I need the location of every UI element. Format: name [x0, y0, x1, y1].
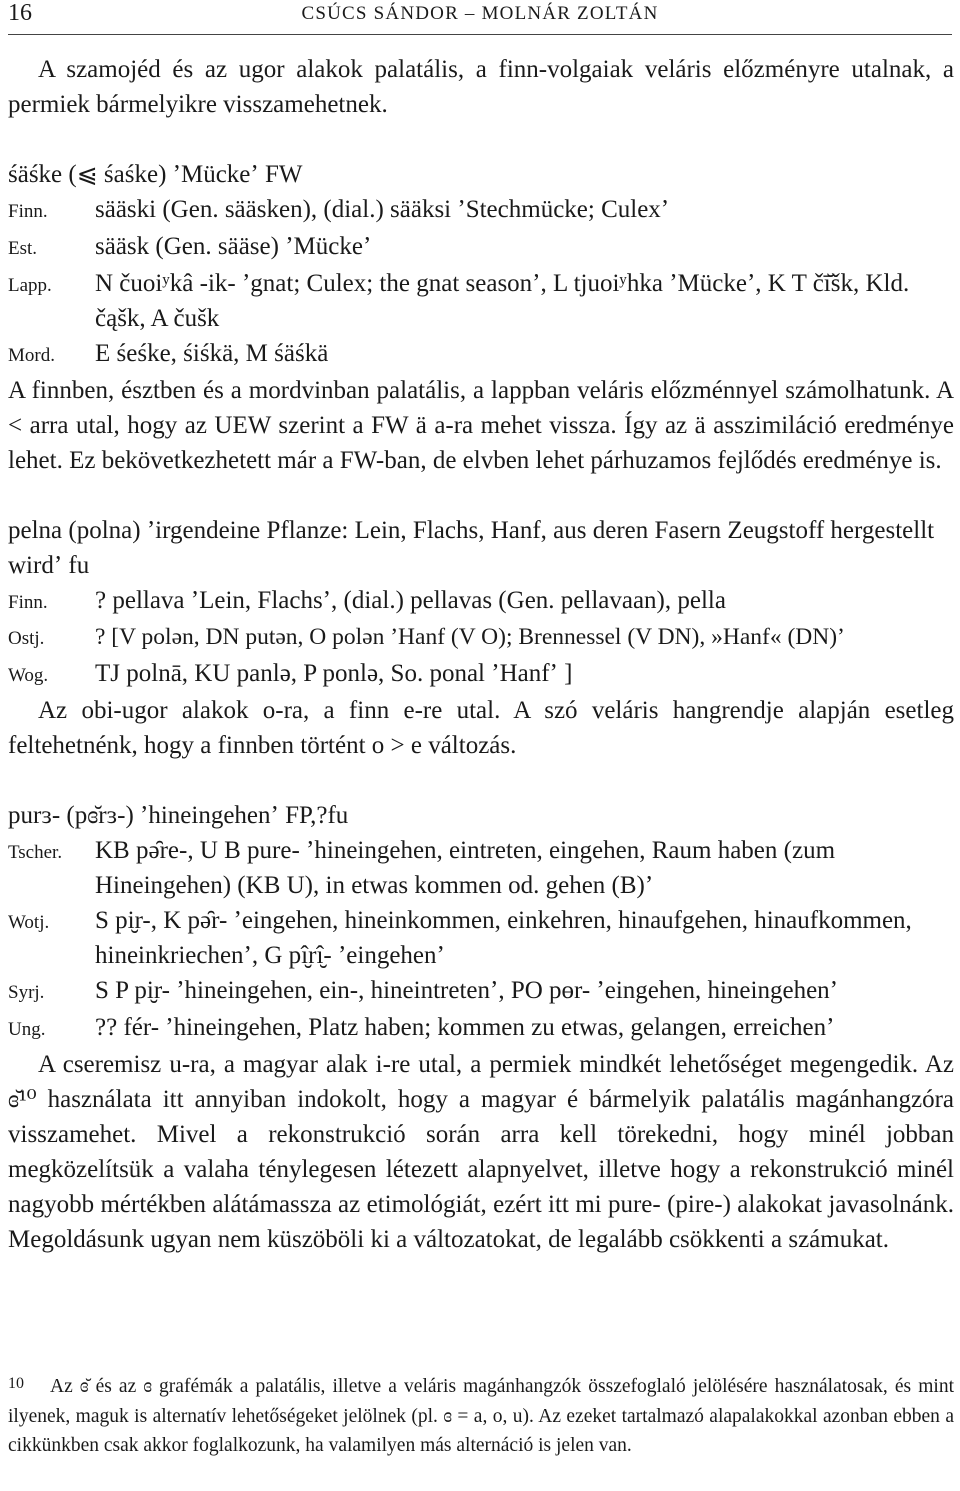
language-label: Ung.	[8, 1019, 46, 1040]
reflex-text: sääski (Gen. sääsken), (dial.) sääksi ʼStechmücke; Culexʼ	[95, 196, 670, 223]
language-label: Syrj.	[8, 982, 45, 1003]
footnote-mark: 10	[8, 1375, 24, 1392]
entry-headword: śäśke (⩿ śaśke) ʼMückeʼ FW	[8, 161, 303, 188]
reflex-text: sääsk (Gen. sääse) ʼMückeʼ	[95, 233, 372, 260]
language-label: Finn.	[8, 201, 48, 222]
reflex-text: N čuoiʸkâ -ik- ʼgnat; Culex; the gnat seasonʼ, L tjuoiʸhka ʼMückeʼ, K T čī̆šk, Kld. čąšk, A čušk	[95, 270, 910, 332]
page-header	[0, 0, 960, 26]
reflex-text: ? pellava ʼLein, Flachsʼ, (dial.) pellavas (Gen. pellavaan), pella	[95, 587, 726, 614]
entry-row	[8, 266, 954, 336]
reflex-text: S pi̮r-, K pə̑r- ʼeingehen, hineinkommen, einkehren, hinaufgehen, hinaufkommen, hineinkriechenʼ, G pî̮rî̮- ʼeingehenʼ	[95, 907, 912, 969]
entry-row	[8, 336, 954, 373]
footnote-text: Az ɞ̆ és az ɞ grafémák a palatális, illetve a veláris magánhangzók összefoglaló jelölésére használatosak, és mint ilyenek, maguk is alternatív lehetőségeket jelölnek (pl. ɞ = a, o, u). Az ezeket tartalmazó alapalakokkal azonban ebben a cikkünkben csak akkor foglalkozunk, ha valamilyen más alternáció is jelen van.	[8, 1376, 954, 1456]
language-label: Mord.	[8, 345, 55, 366]
entry-row	[8, 192, 954, 229]
entry-headword: purɜ- (pɞ̆rɜ-) ʼhineingehenʼ FP,?fu	[8, 802, 349, 829]
entry-row	[8, 973, 954, 1010]
entry-row	[8, 229, 954, 266]
entry-pure	[8, 798, 954, 1257]
entry-sasske	[8, 157, 954, 478]
footnote	[8, 1372, 954, 1461]
intro-paragraph: A szamojéd és az ugor alakok palatális, a finn-volgaiak veláris előzményre utalnak, a permiek bármelyikre visszamehetnek.	[8, 56, 954, 118]
language-label: Ostj.	[8, 628, 45, 649]
entry-row	[8, 833, 954, 903]
language-label: Wog.	[8, 665, 49, 686]
entry-row	[8, 903, 954, 973]
language-label: Wotj.	[8, 912, 50, 933]
entry-row	[8, 656, 954, 693]
reflex-text: E śeśke, śiśkä, M śäśkä	[95, 340, 329, 367]
entry-row	[8, 583, 954, 620]
entry-pelna	[8, 513, 954, 763]
page-number: 16	[8, 0, 32, 26]
reflex-text: ?? fér- ʼhineingehen, Platz haben; kommen zu etwas, gelangen, erreichenʼ	[95, 1014, 835, 1041]
language-label: Lapp.	[8, 275, 52, 296]
entry-headword: pelna (polna) ʼirgendeine Pflanze: Lein, Flachs, Hanf, aus deren Fasern Zeugstoff hergestellt wirdʼ fu	[8, 517, 935, 579]
main-text	[8, 52, 954, 1257]
reflex-text: ? [V polən, DN putən, O polən ʼHanf (V O); Brennessel (V DN), »Hanf« (DN)ʼ	[95, 624, 845, 650]
language-label: Finn.	[8, 592, 48, 613]
entry-row	[8, 620, 954, 656]
running-head: CSÚCS SÁNDOR – MOLNÁR ZOLTÁN	[301, 3, 659, 24]
reflex-text: S P pi̮r- ʼhineingehen, ein-, hineintretenʼ, PO pɵr- ʼeingehen, hineingehenʼ	[95, 977, 838, 1004]
language-label: Tscher.	[8, 842, 63, 863]
reflex-text: KB pə̑re-, U B pure- ʼhineingehen, eintreten, eingehen, Raum haben (zum Hineingehen) (KB U), in etwas kommen od. gehen (B)ʼ	[95, 837, 836, 899]
reflex-text: TJ polnā, KU panlə, P ponlə, So. ponal ʼHanfʼ ]	[95, 660, 573, 687]
entry-comment: A cseremisz u-ra, a magyar alak i-re utal, a permiek mindkét lehetőséget megengedik. Az ɞ̆¹⁰ használata itt annyiban indokolt, hogy a magyar é bármelyik palatális magánhangzóra visszamehet. Mivel a rekonstrukció során arra kell törekedni, hogy minél jobban megközelítsük a valaha ténylegesen létezett alapnyelvet, illetve hogy a rekonstrukció minél nagyobb mértékben alátámassza az etimológiát, ezért itt mi pure- (pire-) alakokat javasolnánk. Megoldásunk ugyan nem küszöböli ki a változatokat, de legalább csökkenti a számukat.	[8, 1051, 954, 1253]
header-rule	[8, 34, 952, 35]
entry-comment: Az obi-ugor alakok o-ra, a finn e-re utal. A szó veláris hangrendje alapján esetleg feltehetnénk, hogy a finnben történt o > e változás.	[8, 697, 954, 759]
entry-row	[8, 1010, 954, 1047]
entry-comment: A finnben, észtben és a mordvinban palatális, a lappban veláris előzménnyel számolhatunk. A < arra utal, hogy az UEW szerint a FW ä a-ra mehet vissza. Így az ä asszimiláció eredménye lehet. Ez bekövetkezhetett már a FW-ban, de elvben lehet párhuzamos fejlődés eredménye is.	[8, 377, 954, 474]
language-label: Est.	[8, 238, 38, 259]
